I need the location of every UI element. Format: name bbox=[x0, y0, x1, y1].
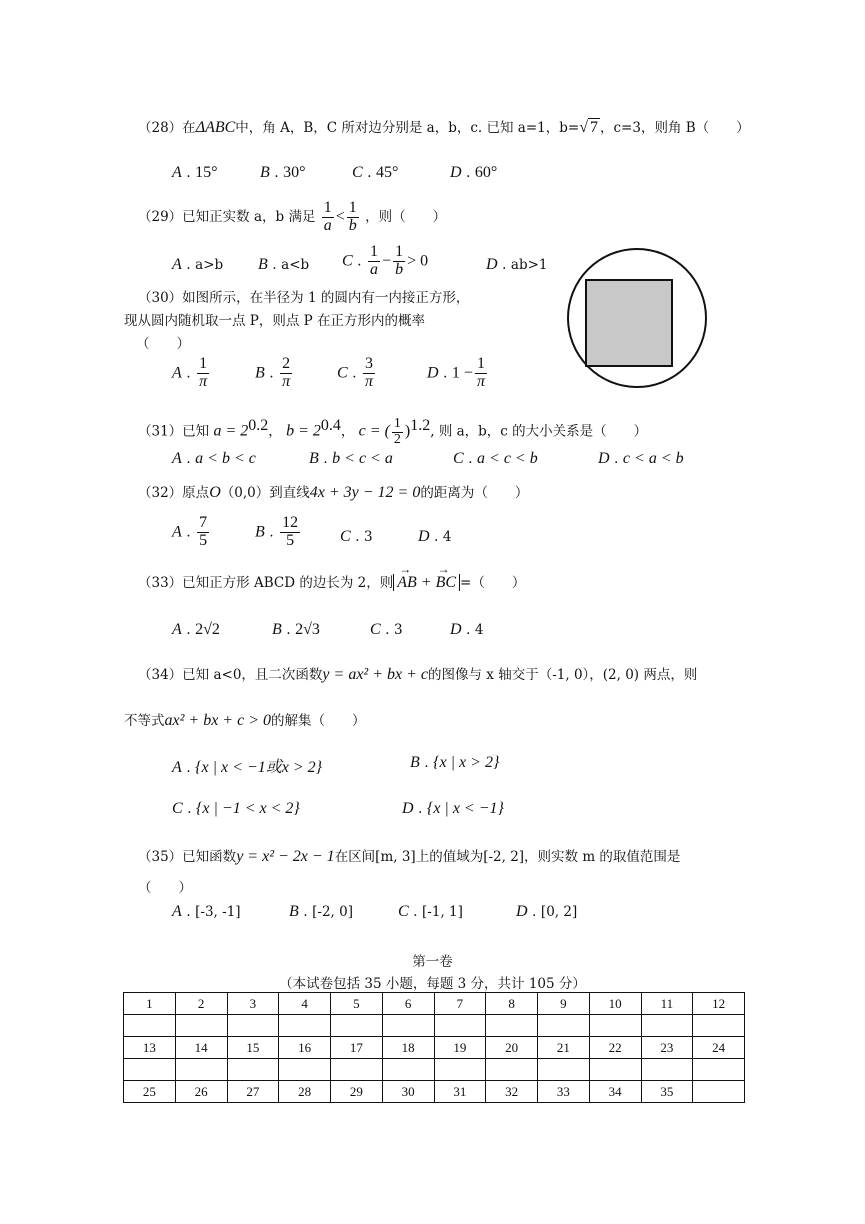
table-cell: 15 bbox=[227, 1037, 279, 1059]
q33-option-b: B . 2√3 bbox=[272, 621, 320, 638]
table-cell: 31 bbox=[434, 1081, 486, 1103]
q29-frac-1a: $\frac{1}{a}$ bbox=[323, 199, 332, 234]
q32-option-b: B . $\frac{12}{5}$ bbox=[255, 514, 299, 549]
q30-option-b: B . $\frac{2}{\pi}$ bbox=[255, 355, 291, 390]
table-cell: 34 bbox=[589, 1081, 641, 1103]
answer-cell[interactable] bbox=[589, 1059, 641, 1081]
table-cell: 22 bbox=[589, 1037, 641, 1059]
q35-stem: （35）已知函数y = x² − 2x − 1在区间[m, 3]上的值域为[-2, 2]，则实数 m 的取值范围是 bbox=[138, 848, 681, 865]
q31-option-d: D . c < a < b bbox=[598, 450, 684, 467]
table-cell: 14 bbox=[175, 1037, 227, 1059]
table-cell: 13 bbox=[124, 1037, 176, 1059]
q28-option-b: B . 30° bbox=[260, 164, 306, 181]
table-cell: 23 bbox=[641, 1037, 693, 1059]
table-cell: 30 bbox=[382, 1081, 434, 1103]
answer-sheet-subtitle: （本试卷包括 35 小题，每题 3 分，共计 105 分） bbox=[279, 976, 586, 992]
q35-option-c: C . [-1, 1] bbox=[398, 903, 463, 920]
answer-cell[interactable] bbox=[124, 1059, 176, 1081]
q32-option-a: A . $\frac{7}{5}$ bbox=[172, 514, 208, 549]
table-cell: 2 bbox=[175, 993, 227, 1015]
table-cell: 17 bbox=[331, 1037, 383, 1059]
table-cell: 19 bbox=[434, 1037, 486, 1059]
table-cell: 4 bbox=[279, 993, 331, 1015]
table-cell: 20 bbox=[486, 1037, 538, 1059]
q35-option-d: D . [0, 2] bbox=[516, 903, 578, 920]
answer-cell[interactable] bbox=[486, 1059, 538, 1081]
table-row-answers-2 bbox=[124, 1059, 745, 1081]
table-cell: 1 bbox=[124, 993, 176, 1015]
answer-cell[interactable] bbox=[382, 1059, 434, 1081]
answer-cell[interactable] bbox=[538, 1059, 590, 1081]
answer-cell[interactable] bbox=[538, 1015, 590, 1037]
table-cell: 33 bbox=[538, 1081, 590, 1103]
table-row-answers-1 bbox=[124, 1015, 745, 1037]
answer-cell[interactable] bbox=[641, 1015, 693, 1037]
q28-option-c: C . 45° bbox=[352, 164, 399, 181]
q30-line2: 现从圆内随机取一点 P，则点 P 在正方形内的概率 bbox=[124, 313, 426, 329]
q31-stem: （31）已知 $a = 2^{0.2}$， $b = 2^{0.4}$， c = ( $\frac{1}{2}$ )$^{1.2}$, 则 a，b，c 的大小关系是（ ） bbox=[138, 415, 648, 447]
table-cell: 7 bbox=[434, 993, 486, 1015]
table-cell: 10 bbox=[589, 993, 641, 1015]
q34-line2: 不等式ax² + bx + c > 0的解集（ ） bbox=[124, 712, 366, 729]
q28-option-d: D . 60° bbox=[450, 164, 498, 181]
table-cell: 3 bbox=[227, 993, 279, 1015]
q35-option-b: B . [-2, 0] bbox=[289, 903, 353, 920]
q28-option-a: A . 15° bbox=[172, 164, 218, 181]
answer-sheet-table bbox=[123, 992, 745, 1103]
answer-cell[interactable] bbox=[175, 1015, 227, 1037]
table-row-numbers-1 bbox=[124, 993, 745, 1015]
q31-option-b: B . b < c < a bbox=[309, 450, 393, 467]
q33-stem: （33）已知正方形 ABCD 的边长为 2，则→ AB + → BC =（ ） bbox=[138, 573, 525, 593]
table-cell: 16 bbox=[279, 1037, 331, 1059]
q34-option-d: D . {x | x < −1} bbox=[402, 800, 504, 817]
answer-cell[interactable] bbox=[331, 1015, 383, 1037]
q34-option-a: A . {x | x < −1或x > 2} bbox=[172, 759, 323, 776]
answer-cell[interactable] bbox=[175, 1059, 227, 1081]
table-cell: 5 bbox=[331, 993, 383, 1015]
q30-line1: （30）如图所示，在半径为 1 的圆内有一内接正方形， bbox=[138, 290, 470, 306]
q29-option-b: B . a<b bbox=[258, 256, 310, 273]
q29-option-c: C . $\frac{1}{a}$ − $\frac{1}{b}$ > 0 bbox=[342, 243, 429, 278]
table-cell: 21 bbox=[538, 1037, 590, 1059]
q32-option-c: C . 3 bbox=[340, 528, 373, 545]
table-cell: 11 bbox=[641, 993, 693, 1015]
q33-option-c: C . 3 bbox=[370, 621, 403, 638]
q30-option-d: D . 1 − $\frac{1}{\pi}$ bbox=[427, 355, 485, 390]
table-cell: 9 bbox=[538, 993, 590, 1015]
table-cell: 8 bbox=[486, 993, 538, 1015]
q32-stem: （32）原点O（0,0）到直线4x + 3y − 12 = 0的距离为（ ） bbox=[138, 484, 529, 501]
table-cell: 27 bbox=[227, 1081, 279, 1103]
answer-sheet-title: 第一卷 bbox=[412, 954, 453, 970]
answer-cell[interactable] bbox=[227, 1015, 279, 1037]
answer-cell[interactable] bbox=[589, 1015, 641, 1037]
circle-square-figure bbox=[566, 247, 708, 389]
q35-option-a: A . [-3, -1] bbox=[172, 903, 241, 920]
answer-cell[interactable] bbox=[641, 1059, 693, 1081]
answer-cell[interactable] bbox=[279, 1015, 331, 1037]
table-row-numbers-3 bbox=[124, 1081, 745, 1103]
q34-stem: （34）已知 a<0，且二次函数y = ax² + bx + c的图像与 x 轴交于（-1, 0），(2, 0) 两点，则 bbox=[138, 666, 698, 683]
answer-cell[interactable] bbox=[124, 1015, 176, 1037]
answer-cell[interactable] bbox=[279, 1059, 331, 1081]
table-row-numbers-2 bbox=[124, 1037, 745, 1059]
answer-cell[interactable] bbox=[382, 1015, 434, 1037]
answer-cell[interactable] bbox=[331, 1059, 383, 1081]
q31-option-c: C . a < c < b bbox=[453, 450, 538, 467]
q30-option-a: A . $\frac{1}{\pi}$ bbox=[172, 355, 208, 390]
q34-option-c: C . {x | −1 < x < 2} bbox=[172, 800, 300, 817]
q29-stem: （29）已知正实数 a，b 满足 $\frac{1}{a}$ < $\frac{1}{b}$ ，则（ ） bbox=[138, 199, 447, 234]
table-cell: 12 bbox=[693, 993, 745, 1015]
answer-cell[interactable] bbox=[434, 1015, 486, 1037]
q33-option-d: D . 4 bbox=[450, 621, 484, 638]
q35-line2: （ ） bbox=[138, 880, 192, 896]
table-cell: 32 bbox=[486, 1081, 538, 1103]
answer-cell[interactable] bbox=[434, 1059, 486, 1081]
q34-option-b: B . {x | x > 2} bbox=[410, 754, 500, 771]
table-cell: 28 bbox=[279, 1081, 331, 1103]
answer-cell[interactable] bbox=[486, 1015, 538, 1037]
q30-line3: （ ） bbox=[136, 336, 190, 352]
q33-option-a: A . 2√2 bbox=[172, 621, 220, 638]
answer-cell[interactable] bbox=[227, 1059, 279, 1081]
q29-option-a: A . a>b bbox=[172, 256, 224, 273]
q29-frac-1b: $\frac{1}{b}$ bbox=[348, 199, 357, 234]
table-cell bbox=[693, 1081, 745, 1103]
q30-option-c: C . $\frac{3}{\pi}$ bbox=[337, 355, 374, 390]
table-cell: 29 bbox=[331, 1081, 383, 1103]
answer-cell[interactable] bbox=[693, 1015, 745, 1037]
q31-option-a: A . a < b < c bbox=[172, 450, 256, 467]
table-cell: 35 bbox=[641, 1081, 693, 1103]
table-cell: 6 bbox=[382, 993, 434, 1015]
table-cell: 25 bbox=[124, 1081, 176, 1103]
table-cell: 26 bbox=[175, 1081, 227, 1103]
q32-option-d: D . 4 bbox=[418, 528, 452, 545]
table-cell: 24 bbox=[693, 1037, 745, 1059]
table-cell: 18 bbox=[382, 1037, 434, 1059]
q29-option-d: D . ab>1 bbox=[486, 256, 548, 273]
q28-stem: （28）在ΔABC中，角 A，B，C 所对边分别是 a，b，c. 已知 a=1，b=√ 7 ，c=3，则角 B（ ） bbox=[138, 119, 750, 136]
answer-cell[interactable] bbox=[693, 1059, 745, 1081]
